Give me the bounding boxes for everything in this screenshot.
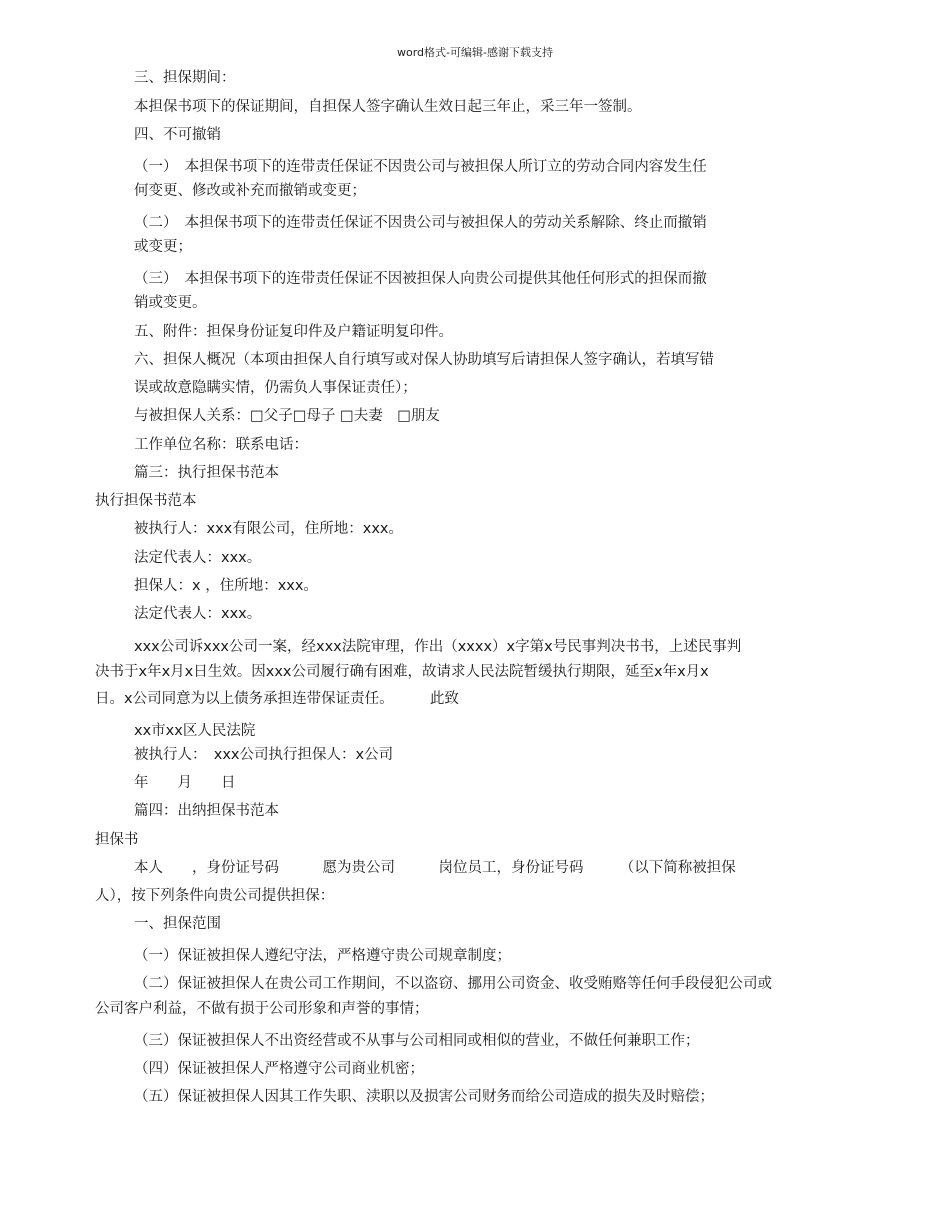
text-line: 被执行人：xxx有限公司，住所地：xxx。 bbox=[134, 521, 403, 537]
text-line: 篇四：出纳担保书范本 bbox=[134, 803, 279, 819]
text-line: 六、担保人概况（本项由担保人自行填写或对保人协助填写后请担保人签字确认，若填写错 bbox=[134, 352, 714, 368]
text-line: （二） 本担保书项下的连带责任保证不因贵公司与被担保人的劳动关系解除、终止而撤销 bbox=[134, 215, 707, 231]
text-line: 误或故意隐瞒实情，仍需负人事保证责任）； bbox=[134, 380, 417, 396]
text-line: xxx公司诉xxx公司一案，经xxx法院审理，作出（xxxx）x字第x号民事判决书书，上述民事判 bbox=[134, 639, 742, 655]
text-line: 工作单位名称：联系电话： bbox=[134, 437, 308, 453]
text-line: 日。x公司同意为以上债务承担连带保证责任。 此致 bbox=[95, 691, 459, 707]
text-line: 决书于x年x月x日生效。因xxx公司履行确有困难，故请求人民法院暂缓执行期限，延至x年x月x bbox=[95, 664, 709, 680]
text-line: （三）保证被担保人不出资经营或不从事与公司相同或相似的营业，不做任何兼职工作； bbox=[134, 1033, 700, 1049]
text-line: 担保书 bbox=[95, 832, 139, 848]
text-line: （二）保证被担保人在贵公司工作期间，不以盗窃、挪用公司资金、收受贿赂等任何手段侵犯公司或 bbox=[134, 976, 772, 992]
text-line: 何变更、修改或补充而撤销或变更； bbox=[134, 183, 366, 199]
text-line: 四、不可撤销 bbox=[134, 127, 221, 143]
text-line: 三、担保期间： bbox=[134, 70, 236, 86]
text-line: 或变更； bbox=[134, 239, 192, 255]
text-line: 本担保书项下的保证期间，自担保人签字确认生效日起三年止，采三年一签制。 bbox=[134, 99, 642, 115]
text-line: （一） 本担保书项下的连带责任保证不因贵公司与被担保人所订立的劳动合同内容发生任 bbox=[134, 159, 707, 175]
text-line: 本人 ，身份证号码 愿为贵公司 岗位员工，身份证号码 （以下简称被担保 bbox=[134, 860, 736, 876]
text-line: 担保人：x ，住所地：xxx。 bbox=[134, 578, 318, 594]
text-line: （四）保证被担保人严格遵守公司商业机密； bbox=[134, 1061, 424, 1077]
text-line: xx市xx区人民法院 bbox=[134, 723, 256, 739]
text-line: 被执行人： xxx公司执行担保人：x公司 bbox=[134, 747, 394, 763]
text-line: （三） 本担保书项下的连带责任保证不因被担保人向贵公司提供其他任何形式的担保而撤 bbox=[134, 271, 707, 287]
text-line: 五、附件：担保身份证复印件及户籍证明复印件。 bbox=[134, 324, 453, 340]
page-header: word格式-可编辑-感谢下载支持 bbox=[397, 46, 553, 59]
text-line: 年 月 日 bbox=[134, 775, 236, 791]
text-line: （五）保证被担保人因其工作失职、渎职以及损害公司财务而给公司造成的损失及时赔偿； bbox=[134, 1089, 714, 1105]
text-line: 篇三：执行担保书范本 bbox=[134, 465, 279, 481]
text-line: 执行担保书范本 bbox=[95, 493, 197, 509]
text-line: 与被担保人关系：□父子□母子 □夫妻 □朋友 bbox=[134, 408, 440, 424]
text-line: 一、担保范围 bbox=[134, 916, 221, 932]
text-line: 法定代表人：xxx。 bbox=[134, 550, 262, 566]
text-line: （一）保证被担保人遵纪守法，严格遵守贵公司规章制度； bbox=[134, 948, 511, 964]
text-line: 销或变更。 bbox=[134, 295, 207, 311]
text-line: 人），按下列条件向贵公司提供担保： bbox=[95, 888, 335, 904]
text-line: 法定代表人：xxx。 bbox=[134, 606, 262, 622]
text-line: 公司客户利益，不做有损于公司形象和声誉的事情； bbox=[95, 1001, 429, 1017]
